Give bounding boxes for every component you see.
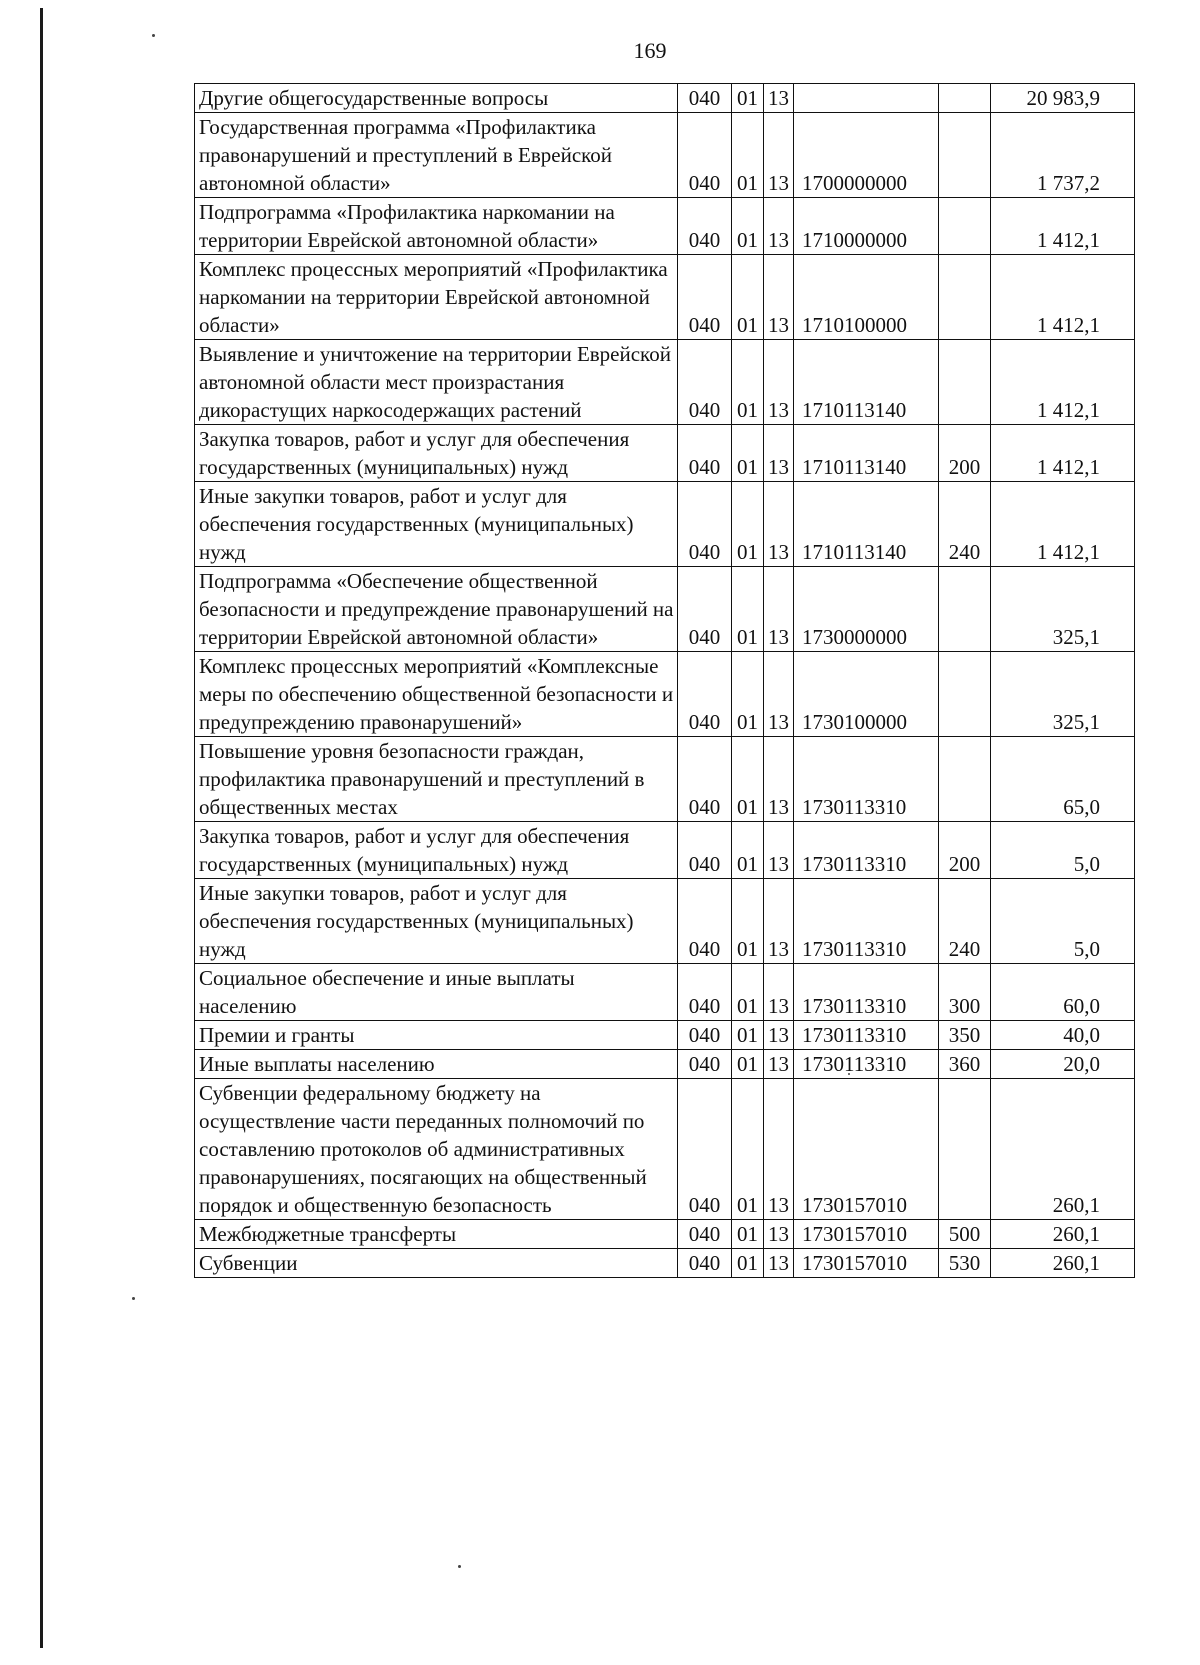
- expense-type-cell: 360: [939, 1050, 991, 1079]
- amount-cell: 1 737,2: [991, 113, 1135, 198]
- budget-table: [194, 83, 1135, 1278]
- row-name-cell: Социальное обеспечение и иные выплаты населению: [195, 964, 678, 1021]
- table-row: [195, 340, 1135, 425]
- amount-cell: 5,0: [991, 822, 1135, 879]
- row-name-cell: Закупка товаров, работ и услуг для обеспечения государственных (муниципальных) нужд: [195, 425, 678, 482]
- scan-speck: [152, 34, 155, 37]
- target-article-cell: 1730113310: [794, 1050, 939, 1079]
- expense-type-cell: 350: [939, 1021, 991, 1050]
- expense-type-cell: [939, 567, 991, 652]
- section-code-cell: 01: [732, 425, 764, 482]
- table-row: [195, 879, 1135, 964]
- section-code-cell: 01: [732, 1079, 764, 1220]
- admin-code-cell: 040: [678, 482, 732, 567]
- subsection-code-cell: 13: [764, 255, 794, 340]
- section-code-cell: 01: [732, 1021, 764, 1050]
- target-article-cell: 1710000000: [794, 198, 939, 255]
- expense-type-cell: [939, 113, 991, 198]
- amount-cell: 1 412,1: [991, 255, 1135, 340]
- table-row: [195, 113, 1135, 198]
- section-code-cell: 01: [732, 340, 764, 425]
- amount-cell: 20,0: [991, 1050, 1135, 1079]
- section-code-cell: 01: [732, 113, 764, 198]
- subsection-code-cell: 13: [764, 482, 794, 567]
- row-name-cell: Закупка товаров, работ и услуг для обеспечения государственных (муниципальных) нужд: [195, 822, 678, 879]
- section-code-cell: 01: [732, 1220, 764, 1249]
- amount-cell: 1 412,1: [991, 198, 1135, 255]
- scan-edge-line: [40, 8, 43, 1648]
- expense-type-cell: 530: [939, 1249, 991, 1278]
- table-row: [195, 255, 1135, 340]
- table-row: [195, 1021, 1135, 1050]
- row-name-cell: Субвенции: [195, 1249, 678, 1278]
- target-article-cell: 1710100000: [794, 255, 939, 340]
- admin-code-cell: 040: [678, 652, 732, 737]
- admin-code-cell: 040: [678, 340, 732, 425]
- amount-cell: 1 412,1: [991, 340, 1135, 425]
- subsection-code-cell: 13: [764, 340, 794, 425]
- section-code-cell: 01: [732, 567, 764, 652]
- target-article-cell: 1730113310: [794, 822, 939, 879]
- table-row: [195, 964, 1135, 1021]
- subsection-code-cell: 13: [764, 652, 794, 737]
- section-code-cell: 01: [732, 198, 764, 255]
- amount-cell: 1 412,1: [991, 425, 1135, 482]
- row-name-cell: Иные закупки товаров, работ и услуг для обеспечения государственных (муниципальных) нужд: [195, 482, 678, 567]
- row-name-cell: Комплекс процессных мероприятий «Профилактика наркомании на территории Еврейской автономной области»: [195, 255, 678, 340]
- amount-cell: 20 983,9: [991, 84, 1135, 113]
- expense-type-cell: 500: [939, 1220, 991, 1249]
- section-code-cell: 01: [732, 1050, 764, 1079]
- subsection-code-cell: 13: [764, 1079, 794, 1220]
- amount-cell: 1 412,1: [991, 482, 1135, 567]
- amount-cell: 40,0: [991, 1021, 1135, 1050]
- subsection-code-cell: 13: [764, 1249, 794, 1278]
- table-row: [195, 652, 1135, 737]
- expense-type-cell: 200: [939, 822, 991, 879]
- section-code-cell: 01: [732, 964, 764, 1021]
- scan-speck: [132, 1297, 135, 1300]
- table-row: [195, 425, 1135, 482]
- target-article-cell: 1700000000: [794, 113, 939, 198]
- expense-type-cell: 240: [939, 879, 991, 964]
- target-article-cell: 1730157010: [794, 1249, 939, 1278]
- table-body: [195, 84, 1135, 1278]
- subsection-code-cell: 13: [764, 1050, 794, 1079]
- expense-type-cell: [939, 198, 991, 255]
- subsection-code-cell: 13: [764, 879, 794, 964]
- target-article-cell: 1730100000: [794, 652, 939, 737]
- section-code-cell: 01: [732, 737, 764, 822]
- expense-type-cell: [939, 737, 991, 822]
- subsection-code-cell: 13: [764, 198, 794, 255]
- section-code-cell: 01: [732, 652, 764, 737]
- admin-code-cell: 040: [678, 84, 732, 113]
- row-name-cell: Подпрограмма «Обеспечение общественной безопасности и предупреждение правонарушений на территории Еврейской автономной области»: [195, 567, 678, 652]
- amount-cell: 260,1: [991, 1249, 1135, 1278]
- row-name-cell: Субвенции федеральному бюджету на осуществление части переданных полномочий по составлению протоколов об административных правонарушениях, посягающих на общественный порядок и общественную безопасность: [195, 1079, 678, 1220]
- target-article-cell: 1710113140: [794, 482, 939, 567]
- section-code-cell: 01: [732, 879, 764, 964]
- section-code-cell: 01: [732, 255, 764, 340]
- section-code-cell: 01: [732, 822, 764, 879]
- target-article-cell: 1730113310: [794, 964, 939, 1021]
- table-row: [195, 482, 1135, 567]
- table-row: [195, 1079, 1135, 1220]
- row-name-cell: Комплекс процессных мероприятий «Комплексные меры по обеспечению общественной безопасности и предупреждению правонарушений»: [195, 652, 678, 737]
- table-row: [195, 1050, 1135, 1079]
- subsection-code-cell: 13: [764, 567, 794, 652]
- row-name-cell: Повышение уровня безопасности граждан, профилактика правонарушений и преступлений в общественных местах: [195, 737, 678, 822]
- amount-cell: 60,0: [991, 964, 1135, 1021]
- admin-code-cell: 040: [678, 879, 732, 964]
- amount-cell: 65,0: [991, 737, 1135, 822]
- target-article-cell: 1730157010: [794, 1079, 939, 1220]
- row-name-cell: Иные выплаты населению: [195, 1050, 678, 1079]
- target-article-cell: 1710113140: [794, 340, 939, 425]
- amount-cell: 260,1: [991, 1079, 1135, 1220]
- expense-type-cell: [939, 1079, 991, 1220]
- row-name-cell: Другие общегосударственные вопросы: [195, 84, 678, 113]
- expense-type-cell: [939, 652, 991, 737]
- admin-code-cell: 040: [678, 567, 732, 652]
- subsection-code-cell: 13: [764, 84, 794, 113]
- admin-code-cell: 040: [678, 964, 732, 1021]
- admin-code-cell: 040: [678, 1220, 732, 1249]
- amount-cell: 260,1: [991, 1220, 1135, 1249]
- scan-speck: [458, 1565, 461, 1568]
- expense-type-cell: 200: [939, 425, 991, 482]
- table-row: [195, 1220, 1135, 1249]
- subsection-code-cell: 13: [764, 113, 794, 198]
- target-article-cell: 1730157010: [794, 1220, 939, 1249]
- row-name-cell: Иные закупки товаров, работ и услуг для обеспечения государственных (муниципальных) нужд: [195, 879, 678, 964]
- amount-cell: 325,1: [991, 652, 1135, 737]
- target-article-cell: 1730113310: [794, 879, 939, 964]
- amount-cell: 325,1: [991, 567, 1135, 652]
- admin-code-cell: 040: [678, 1249, 732, 1278]
- admin-code-cell: 040: [678, 822, 732, 879]
- subsection-code-cell: 13: [764, 425, 794, 482]
- target-article-cell: 1730000000: [794, 567, 939, 652]
- admin-code-cell: 040: [678, 255, 732, 340]
- page-number: 169: [633, 38, 667, 63]
- expense-type-cell: 240: [939, 482, 991, 567]
- target-article-cell: 1730113310: [794, 737, 939, 822]
- admin-code-cell: 040: [678, 425, 732, 482]
- table-row: [195, 198, 1135, 255]
- table-row: [195, 737, 1135, 822]
- table-row: [195, 822, 1135, 879]
- subsection-code-cell: 13: [764, 964, 794, 1021]
- expense-type-cell: [939, 340, 991, 425]
- section-code-cell: 01: [732, 1249, 764, 1278]
- subsection-code-cell: 13: [764, 737, 794, 822]
- admin-code-cell: 040: [678, 113, 732, 198]
- admin-code-cell: 040: [678, 1050, 732, 1079]
- table-row: [195, 567, 1135, 652]
- table-row: [195, 1249, 1135, 1278]
- admin-code-cell: 040: [678, 737, 732, 822]
- target-article-cell: 1710113140: [794, 425, 939, 482]
- table-row: [195, 84, 1135, 113]
- admin-code-cell: 040: [678, 1021, 732, 1050]
- section-code-cell: 01: [732, 482, 764, 567]
- row-name-cell: Государственная программа «Профилактика правонарушений и преступлений в Еврейской автономной области»: [195, 113, 678, 198]
- row-name-cell: Межбюджетные трансферты: [195, 1220, 678, 1249]
- subsection-code-cell: 13: [764, 1021, 794, 1050]
- subsection-code-cell: 13: [764, 1220, 794, 1249]
- row-name-cell: Выявление и уничтожение на территории Еврейской автономной области мест произрастания дикорастущих наркосодержащих растений: [195, 340, 678, 425]
- row-name-cell: Подпрограмма «Профилактика наркомании на территории Еврейской автономной области»: [195, 198, 678, 255]
- expense-type-cell: [939, 255, 991, 340]
- admin-code-cell: 040: [678, 1079, 732, 1220]
- section-code-cell: 01: [732, 84, 764, 113]
- row-name-cell: Премии и гранты: [195, 1021, 678, 1050]
- expense-type-cell: 300: [939, 964, 991, 1021]
- subsection-code-cell: 13: [764, 822, 794, 879]
- target-article-cell: [794, 84, 939, 113]
- target-article-cell: 1730113310: [794, 1021, 939, 1050]
- admin-code-cell: 040: [678, 198, 732, 255]
- expense-type-cell: [939, 84, 991, 113]
- amount-cell: 5,0: [991, 879, 1135, 964]
